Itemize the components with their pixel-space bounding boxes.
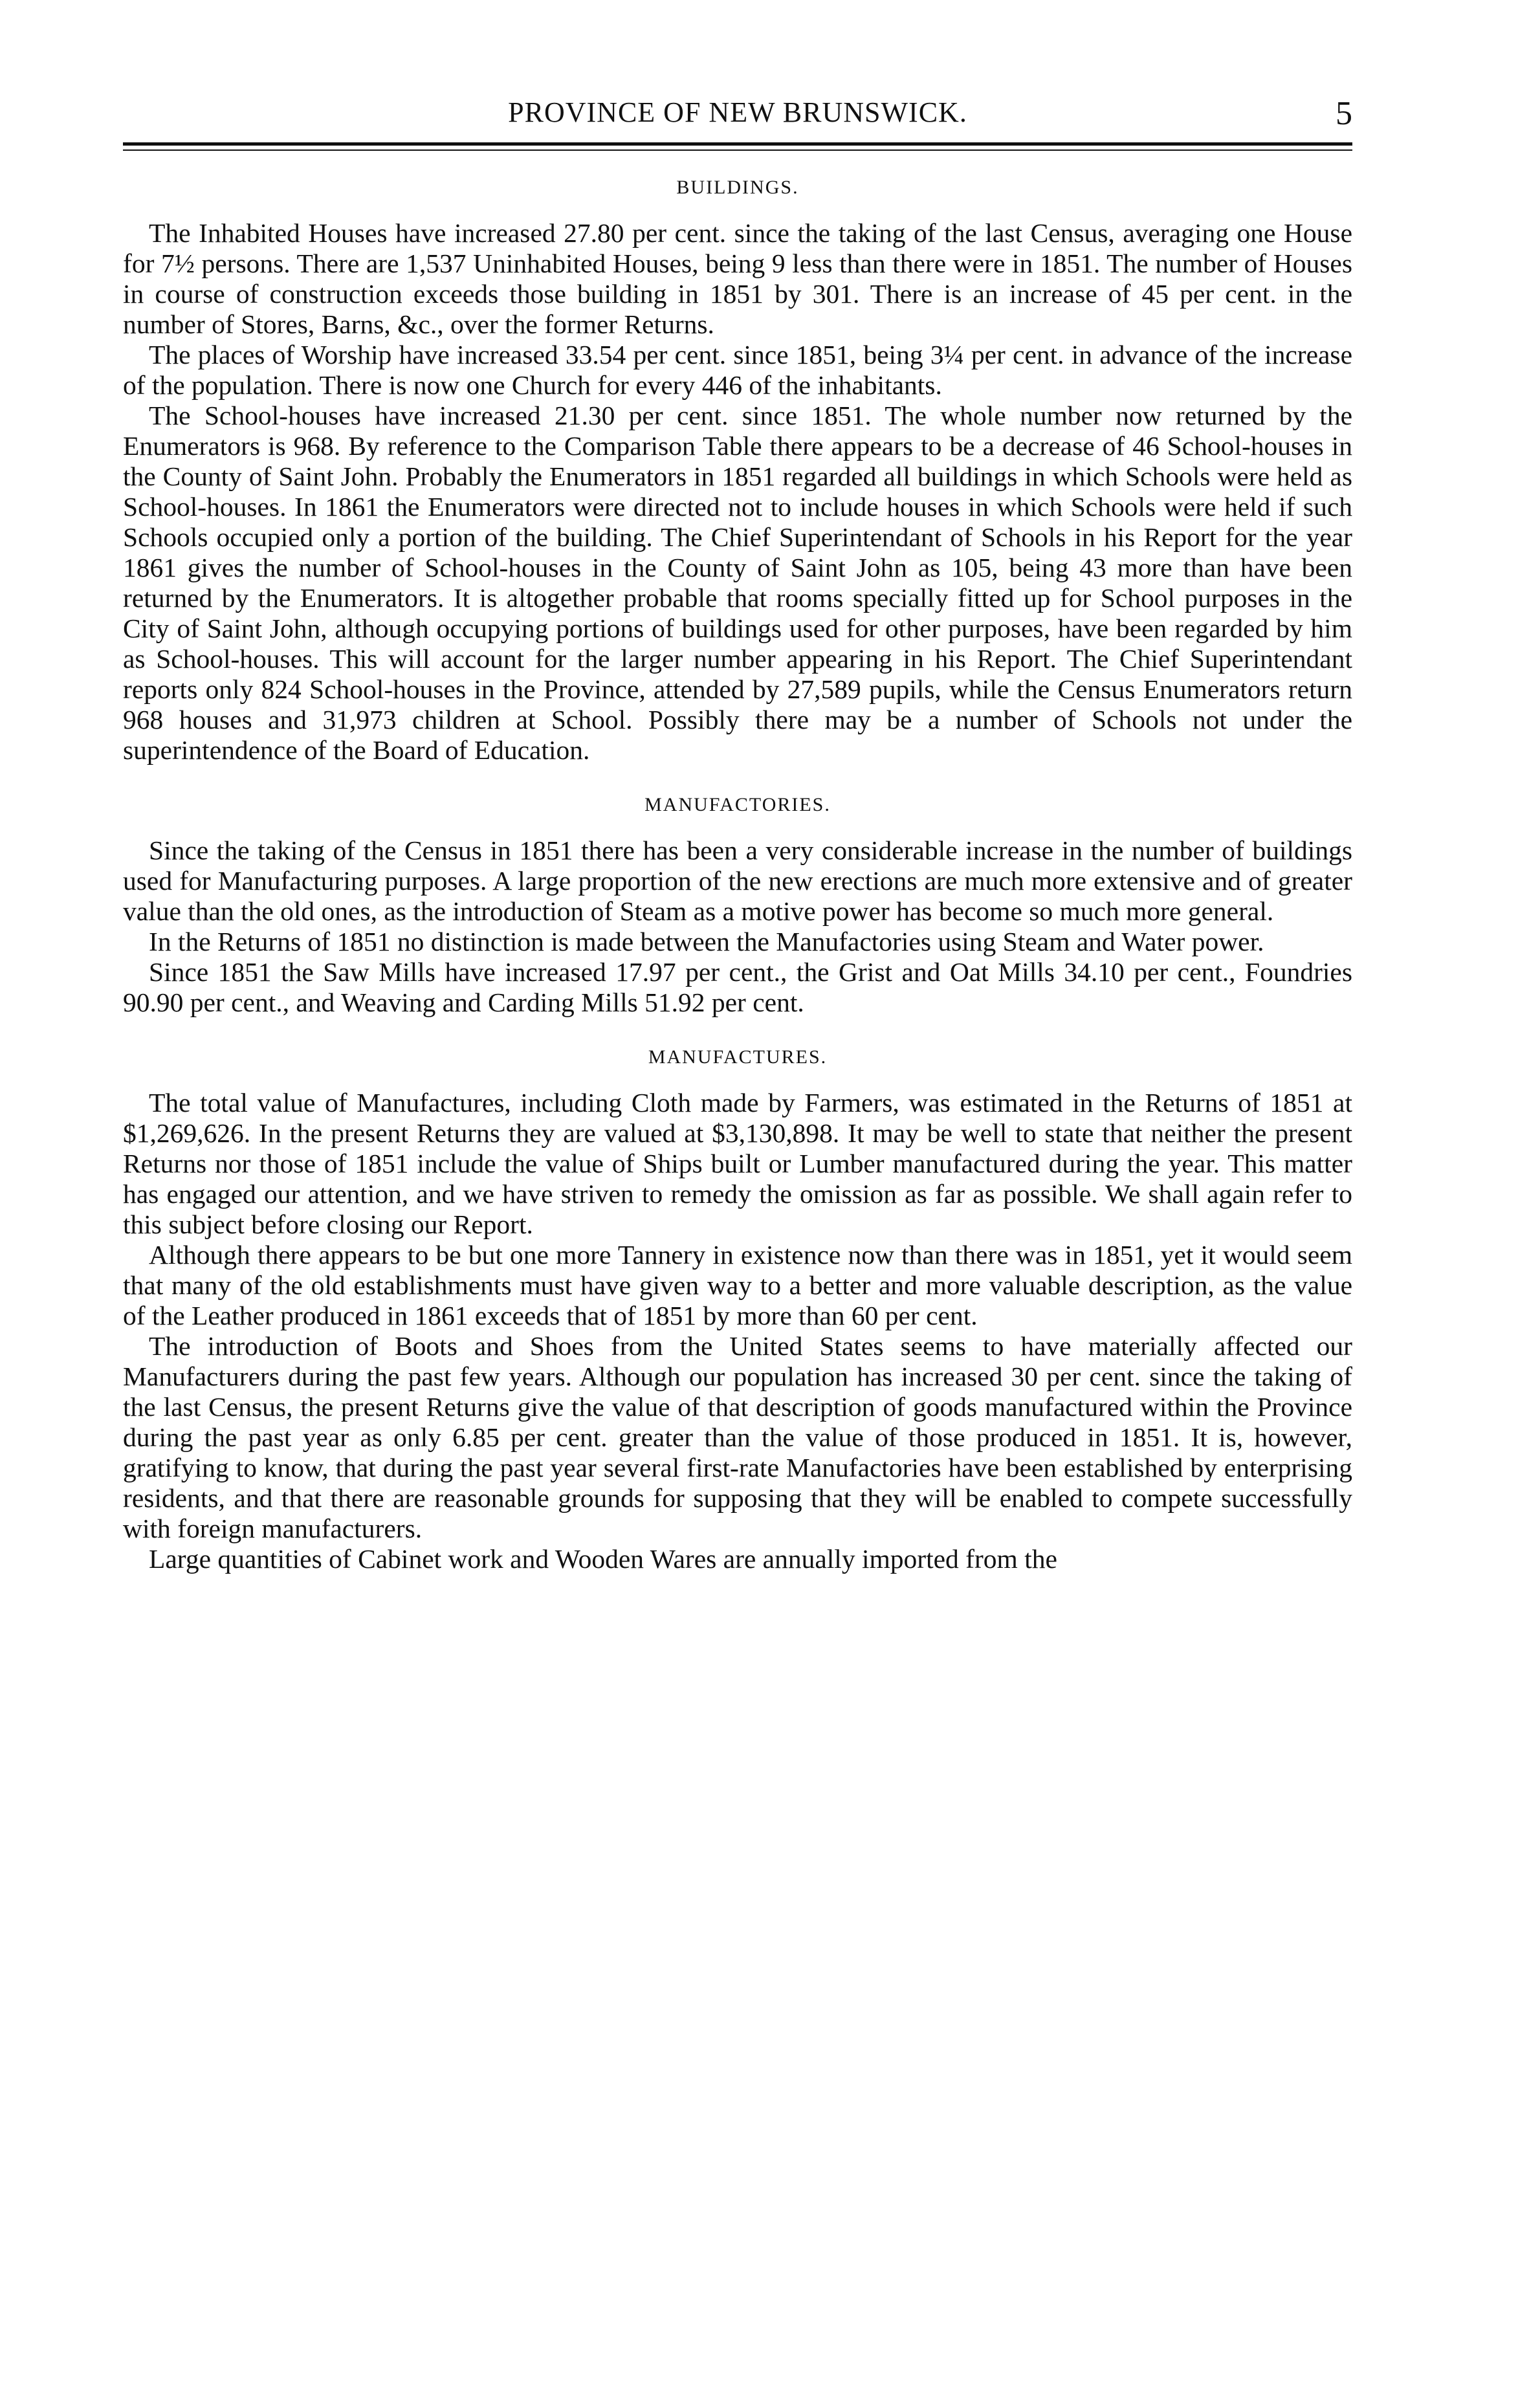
paragraph-cabinet-work: Large quantities of Cabinet work and Wooden Wares are annually imported from the bbox=[149, 1544, 1057, 1574]
paragraph-boots-and-shoes: The introduction of Boots and Shoes from the United States seems to have materially affected our Manufacturers during the past few years. Although our population has increased 30 per cent. since the taking of the last Census, the present Returns give the value of that description of goods manufactured within the Province during the past year as only 6.85 per cent. greater than the value of those produced in 1851. It is, however, gratifying to know, that during the past year several first-rate Manufactories have been established by enterprising residents, and that there are reasonable grounds for supposing that they will be enabled to compete successfully with foreign manufacturers. bbox=[123, 1331, 1352, 1543]
paragraph-inhabited-houses: The Inhabited Houses have increased 27.80 per cent. since the taking of the last Census, averaging one House for 7½ persons. There are 1,537 Uninhabited Houses, being 9 less than there were in 1851. The number of Houses in course of construction exceeds those building in 1851 by 301. There is an increase of 45 per cent. in the number of Stores, Barns, &c., over the former Returns. bbox=[123, 218, 1352, 339]
document-page bbox=[123, 91, 1352, 1574]
section-heading-manufactories: MANUFACTORIES. bbox=[644, 794, 831, 815]
paragraph-manufacturing-buildings: Since the taking of the Census in 1851 there has been a very considerable increase in the number of buildings used for Manufacturing purposes. A large proportion of the new erections are much more extensive and of greater value than the old ones, as the introduction of Steam as a motive power has become so much more general. bbox=[123, 835, 1352, 926]
section-heading-buildings: BUILDINGS. bbox=[676, 177, 799, 198]
paragraph-mills-increase: Since 1851 the Saw Mills have increased 17.97 per cent., the Grist and Oat Mills 34.10 per cent., Foundries 90.90 per cent., and Weaving and Carding Mills 51.92 per cent. bbox=[123, 957, 1352, 1017]
running-title: PROVINCE OF NEW BRUNSWICK. bbox=[508, 96, 967, 128]
running-header bbox=[123, 91, 1352, 142]
header-rule-thick bbox=[123, 142, 1352, 146]
paragraph-total-value: The total value of Manufactures, including Cloth made by Farmers, was estimated in the Returns of 1851 at $1,269,626. In the present Returns they are valued at $3,130,898. It may be well to state that neither the present Returns nor those of 1851 include the value of Ships built or Lumber manufactured during the year. This matter has engaged our attention, and we have striven to remedy the omission as far as possible. We shall again refer to this subject before closing our Report. bbox=[123, 1088, 1352, 1239]
page-number: 5 bbox=[1336, 95, 1352, 132]
paragraph-tannery: Although there appears to be but one more Tannery in existence now than there was in 1851, yet it would seem that many of the old establishments must have given way to a better and more valuable description, as the value of the Leather produced in 1861 exceeds that of 1851 by more than 60 per cent. bbox=[123, 1240, 1352, 1330]
section-heading-manufactures: MANUFACTURES. bbox=[648, 1046, 828, 1068]
header-rule-thin bbox=[123, 149, 1352, 151]
paragraph-steam-water-power: In the Returns of 1851 no distinction is made between the Manufactories using Steam and Water power. bbox=[149, 927, 1264, 956]
paragraph-school-houses: The School-houses have increased 21.30 per cent. since 1851. The whole number now returned by the Enumerators is 968. By reference to the Comparison Table there appears to be a decrease of 46 School-houses in the County of Saint John. Probably the Enumerators in 1851 regarded all buildings in which Schools were held as School-houses. In 1861 the Enumerators were directed not to include houses in which Schools were held if such Schools occupied only a portion of the building. The Chief Superintendant of Schools in his Report for the year 1861 gives the number of School-houses in the County of Saint John as 105, being 43 more than have been returned by the Enumerators. It is altogether probable that rooms specially fitted up for School purposes in the City of Saint John, although occupying portions of buildings used for other purposes, have been regarded by him as School-houses. This will account for the larger number appearing in his Report. The Chief Superintendant reports only 824 School-houses in the Province, attended by 27,589 pupils, while the Census Enumerators return 968 houses and 31,973 children at School. Possibly there may be a number of Schools not under the superintendence of the Board of Education. bbox=[123, 401, 1352, 765]
paragraph-places-of-worship: The places of Worship have increased 33.54 per cent. since 1851, being 3¼ per cent. in advance of the increase of the population. There is now one Church for every 446 of the inhabitants. bbox=[123, 340, 1352, 400]
